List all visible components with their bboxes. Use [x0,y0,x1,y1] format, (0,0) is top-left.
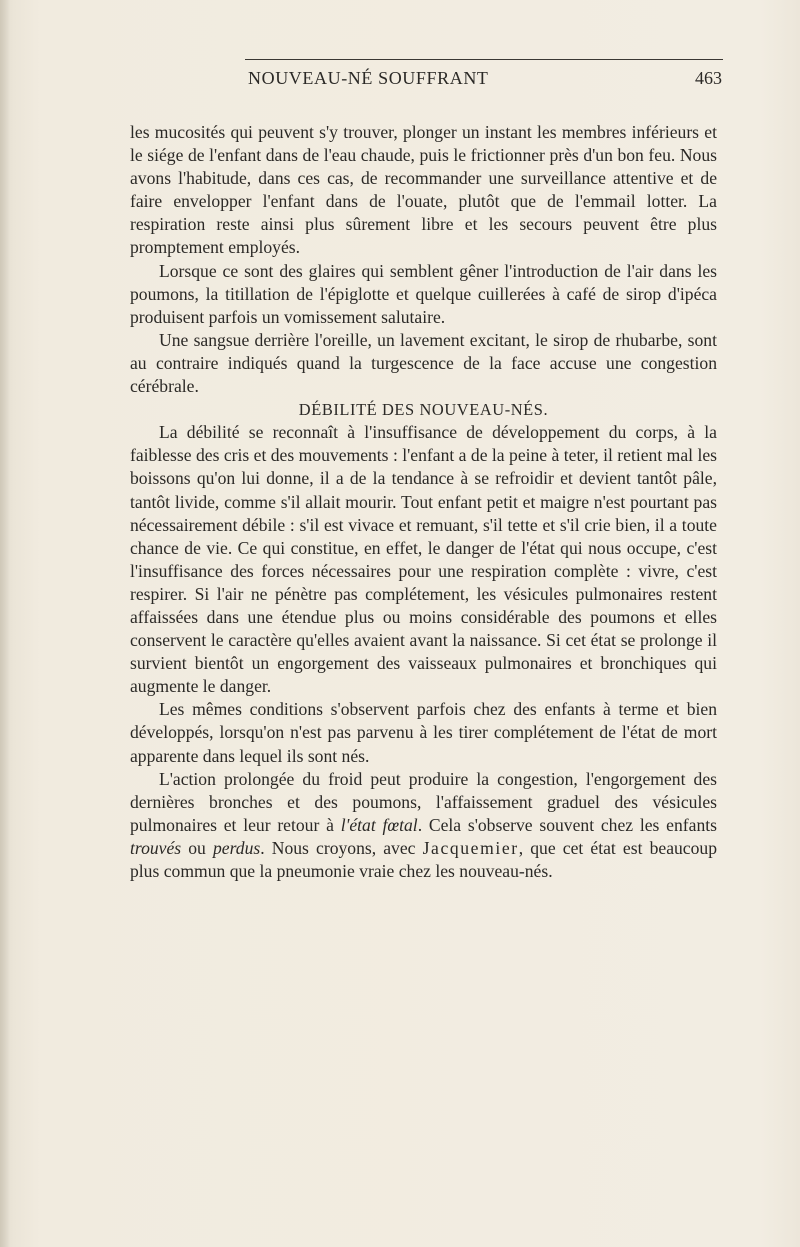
author-name: Jacquemier [422,837,519,858]
binding-shadow [0,0,10,1247]
paragraph-6-part-2: . Cela s'observe souvent chez les enfants [417,814,717,835]
header-rule [245,59,723,60]
paragraph-1: les mucosités qui peuvent s'y trouver, plonger un instant les membres inférieurs et le siége de l'enfant dans de l'eau chaude, puis le frictionner près d'un bon feu. Nous avons l'habitude, dans ces cas, de recommander une surveillance attentive et de faire envelopper l'enfant dans de l'ouate, plutôt que de l'emmail lotter. La respiration reste ainsi plus sûrement libre et les secours peuvent être plus promptement employés. [130,122,717,258]
page-number: 463 [695,68,722,88]
paragraph-6 [130,768,717,883]
perdus-italic: perdus [212,837,261,858]
running-head: NOUVEAU-NÉ SOUFFRANT [248,68,489,88]
paragraph-2: Lorsque ce sont des glaires qui semblent gêner l'introduction de l'air dans les poumons, la titillation de l'épiglotte et quelque cuillerées à café de sirop d'ipéca produisent parfois un vomissement salutaire. [130,260,717,327]
paragraph-6-part-3: ou [181,837,213,858]
paragraph-3: Une sangsue derrière l'oreille, un lavement excitant, le sirop de rhubarbe, sont au contraire indiqués quand la turgescence de la face accuse une congestion cérébrale. [130,329,717,397]
body-text [130,121,717,883]
paragraph-6-part-4: . Nous croyons, avec [260,837,423,858]
section-heading: DÉBILITÉ DES NOUVEAU-NÉS. [298,400,549,420]
paragraph-6-part-5: , que cet état est beaucoup plus commun que la pneumonie vraie chez les nouveau-nés. [130,837,717,881]
paragraph-6-part-1: L'action prolongée du froid peut produire la congestion, l'engorgement des dernières bronches et des poumons, l'affaissement graduel des vésicules pulmonaires et leur retour à [130,768,717,835]
paragraph-4: La débilité se reconnaît à l'insuffisance de développement du corps, à la faiblesse des cris et des mouvements : l'enfant a de la peine à teter, il retient mal les boissons qu'on lui donne, il a de la tendance à se refroidir et devient tantôt pâle, tantôt livide, comme s'il allait mourir. Tout enfant petit et maigre n'est pourtant pas nécessairement débile : s'il est vivace et remuant, s'il tette et s'il crie bien, il a toute chance de vie. Ce qui constitue, en effet, le danger de l'état qui nous occupe, c'est l'insuffisance des forces nécessaires pour une respiration complète : vivre, c'est respirer. Si l'air ne pénètre pas complétement, les vésicules pulmonaires restent affaissées dans une étendue plus ou moins considérable des poumons et elles conservent le caractère qu'elles avaient avant la naissance. Si cet état se prolonge il survient bientôt un engorgement des vaisseaux pulmonaires et bronchiques qui augmente le danger. [130,422,717,697]
trouves-italic: trouvés [130,837,182,858]
page-header [248,68,722,94]
paragraph-5: Les mêmes conditions s'observent parfois chez des enfants à terme et bien développés, lorsqu'on n'est pas parvenu à les tirer complétement de l'état de mort apparente dans lequel ils sont nés. [130,699,717,766]
etat-foetal-italic: l'état fœtal [340,814,418,835]
